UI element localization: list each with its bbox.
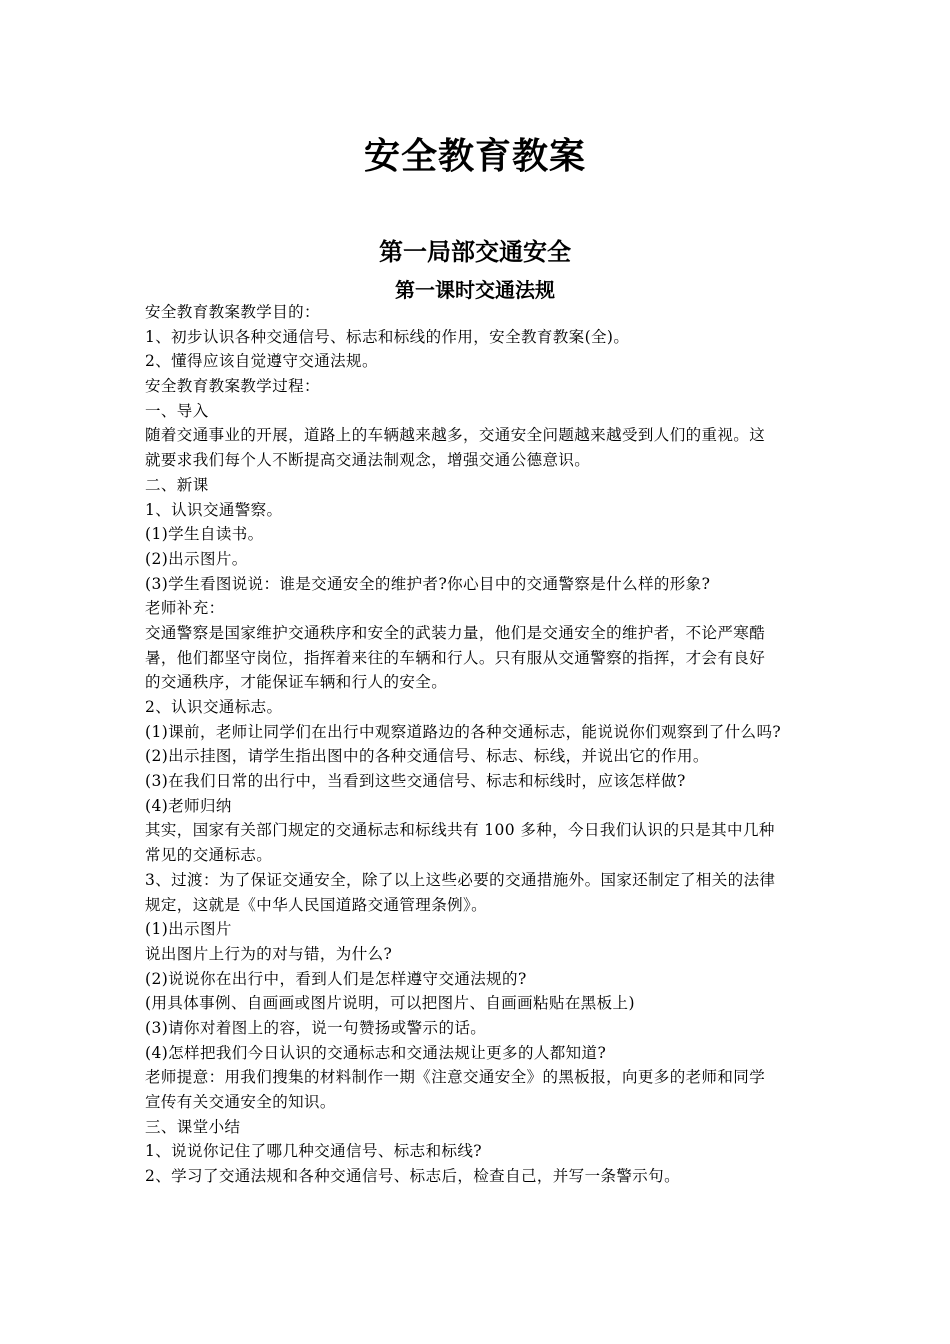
text-line: (1)出示图片 [145, 920, 232, 939]
text-line: 交通警察是国家维护交通秩序和安全的武装力量，他们是交通安全的维护者，不论严寒酷 [145, 623, 766, 642]
document-body [145, 300, 825, 1189]
text-line: 1、说说你记住了哪几种交通信号、标志和标线? [145, 1142, 482, 1161]
text-line: (4)老师归纳 [145, 796, 232, 815]
text-line: 1、初步认识各种交通信号、标志和标线的作用，安全教育教案(全)。 [145, 327, 630, 346]
text-line: 安全教育教案教学目的： [145, 303, 320, 321]
text-line: 随着交通事业的开展，道路上的车辆越来越多，交通安全问题越来越受到人们的重视。这 [145, 426, 766, 445]
text-line: 安全教育教案教学过程： [145, 377, 320, 396]
document-title: 安全教育教案 [363, 135, 586, 177]
text-line: 三、课堂小结 [145, 1117, 241, 1136]
text-line: 1、认识交通警察。 [145, 500, 283, 519]
text-line: 3、过渡：为了保证交通安全，除了以上这些必要的交通措施外。国家还制定了相关的法律 [145, 870, 776, 889]
text-line: 2、懂得应该自觉遵守交通法规。 [145, 352, 378, 371]
text-line: (3)学生看图说说：谁是交通安全的维护者?你心目中的交通警察是什么样的形象? [145, 574, 711, 593]
part-heading: 第一局部交通安全 [379, 237, 571, 266]
text-line: 2、认识交通标志。 [145, 698, 283, 716]
text-line: (2)出示挂图，请学生指出图中的各种交通信号、标志、标线，并说出它的作用。 [145, 747, 709, 766]
text-line: 宣传有关交通安全的知识。 [145, 1093, 336, 1111]
text-line: (3)在我们日常的出行中，当看到这些交通信号、标志和标线时，应该怎样做? [145, 772, 686, 791]
text-line: (1)学生自读书。 [145, 525, 264, 544]
text-line: 暑，他们都坚守岗位，指挥着来往的车辆和行人。只有服从交通警察的指挥，才会有良好 [145, 648, 766, 667]
text-line: 其实，国家有关部门规定的交通标志和标线共有 100 多种，今日我们认识的只是其中几种 [145, 821, 775, 840]
text-line: (用具体事例、自画画或图片说明，可以把图片、自画画粘贴在黑板上) [145, 994, 635, 1013]
text-line: 2、学习了交通法规和各种交通信号、标志后，检查自己，并写一条警示句。 [145, 1167, 680, 1186]
text-line: 常见的交通标志。 [145, 846, 273, 865]
text-line: (4)怎样把我们今日认识的交通标志和交通法规让更多的人都知道? [145, 1043, 607, 1062]
text-line: 就要求我们每个人不断提高交通法制观念，增强交通公德意识。 [145, 451, 591, 470]
lesson-heading: 第一课时交通法规 [395, 278, 555, 302]
text-line: 的交通秩序，才能保证车辆和行人的安全。 [145, 673, 448, 692]
text-line: 一、导入 [145, 401, 209, 420]
text-line: (1)课前，老师让同学们在出行中观察道路边的各种交通标志，能说说你们观察到了什么吗? [145, 722, 782, 741]
text-line: (2)说说你在出行中，看到人们是怎样遵守交通法规的? [145, 969, 527, 988]
text-line: (3)请你对着图上的容，说一句赞扬或警示的话。 [145, 1018, 487, 1037]
text-line: 老师提意：用我们搜集的材料制作一期《注意交通安全》的黑板报，向更多的老师和同学 [145, 1068, 766, 1087]
text-line: 说出图片上行为的对与错，为什么? [145, 944, 393, 963]
text-line: 老师补充： [145, 599, 225, 618]
text-line: 规定，这就是《中华人民国道路交通管理条例》。 [145, 895, 488, 914]
text-line: (2)出示图片。 [145, 549, 248, 568]
text-line: 二、新课 [145, 475, 209, 494]
